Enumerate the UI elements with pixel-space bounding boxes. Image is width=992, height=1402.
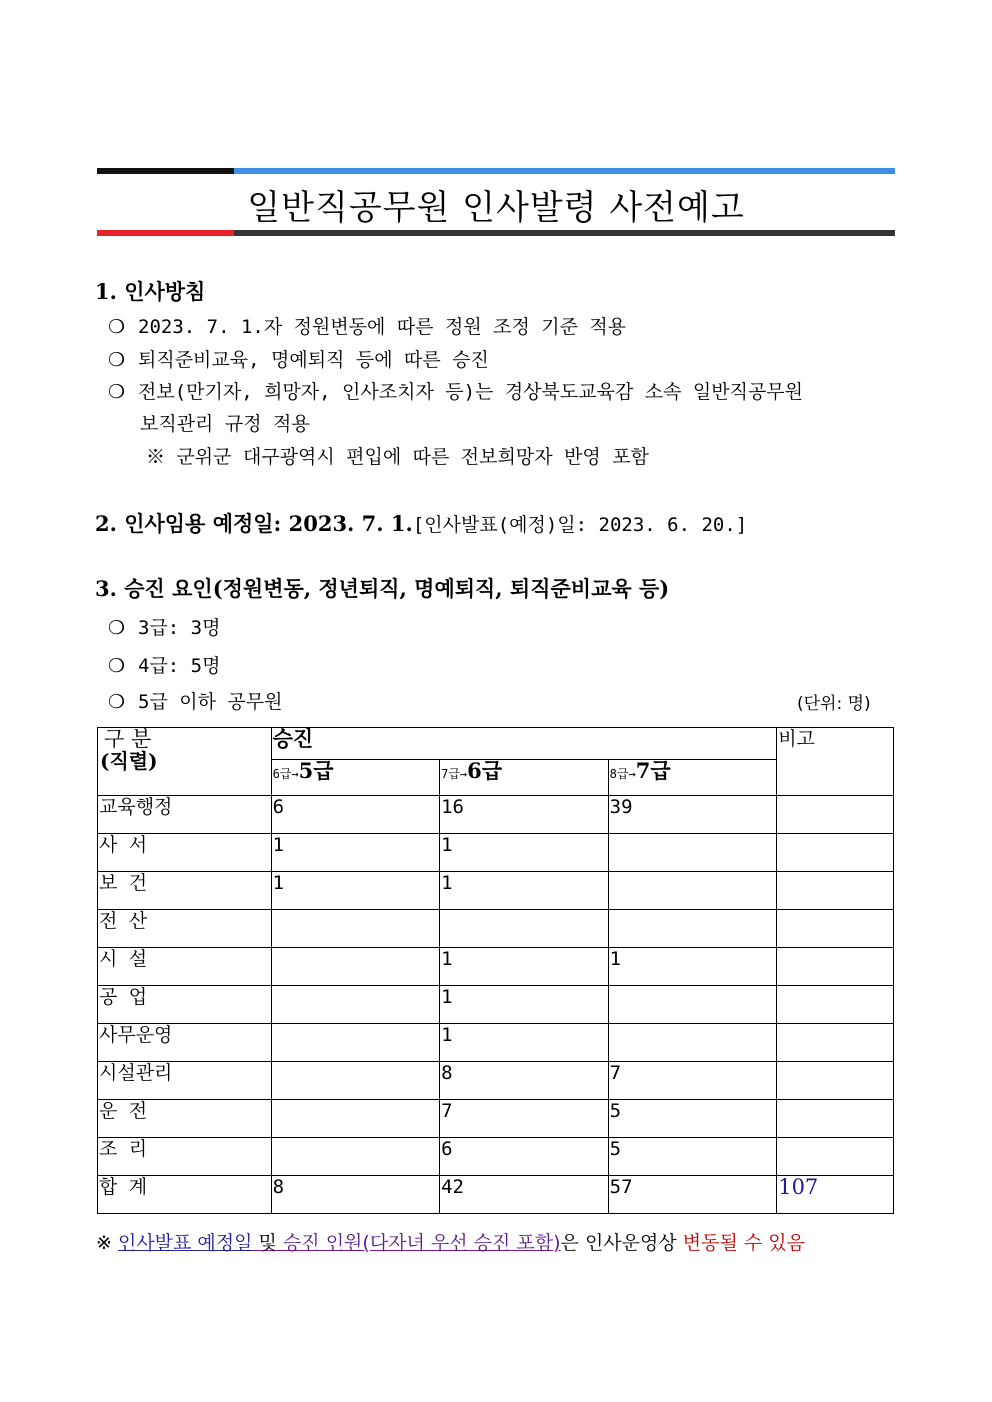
section1-bullet-3-continued: 보직관리 규정 적용 [140, 413, 310, 435]
header-col-8to7: 8급→7급 [608, 760, 777, 796]
section3-heading: 3. 승진 요인(정원변동, 정년퇴직, 명예퇴직, 퇴직준비교육 등) [95, 576, 670, 601]
title-bar-top-blue [234, 168, 895, 174]
footnote-may-change: 변동될 수 있음 [682, 1232, 805, 1254]
total-remark: 107 [777, 1176, 894, 1214]
section3-bullet-3: ❍ 5급 이하 공무원 [108, 691, 283, 713]
page-title: 일반직공무원 인사발령 사전예고 [247, 188, 745, 228]
header-col-7to6: 7급→6급 [440, 760, 609, 796]
title-bar-bottom-dark [234, 230, 895, 236]
table-total-row: 합 계 8 42 57 107 [98, 1176, 894, 1214]
table-row: 공 업 1 [98, 986, 894, 1024]
table-row: 보 건 1 1 [98, 872, 894, 910]
header-category: 구 분 (직렬) [98, 728, 272, 796]
bullet-icon: ❍ [108, 655, 126, 677]
section1-heading: 1. 인사방침 [95, 279, 206, 304]
title-bar-bottom-red [97, 230, 234, 236]
table-row: 운 전 7 5 [98, 1100, 894, 1138]
header-promotion: 승진 [271, 728, 777, 760]
bullet-icon: ❍ [108, 316, 126, 338]
section1-bullet-1: ❍ 2023. 7. 1.자 정원변동에 따른 정원 조정 기준 적용 [108, 316, 627, 338]
table-row: 교육행정 6 16 39 [98, 796, 894, 834]
footnote: ※ 인사발표 예정일 및 승진 인원(다자녀 우선 승진 포함)은 인사운영상 변동될 수 있음 [96, 1232, 805, 1254]
table-row: 조 리 6 5 [98, 1138, 894, 1176]
table-row: 사 서 1 1 [98, 834, 894, 872]
table-row: 시설관리 8 7 [98, 1062, 894, 1100]
bullet-icon: ❍ [108, 381, 126, 403]
bullet-icon: ❍ [108, 691, 126, 713]
section1-note: ※ 군위군 대구광역시 편입에 따른 전보희망자 반영 포함 [146, 446, 649, 468]
header-remarks: 비고 [777, 728, 894, 796]
footnote-announcement-date: 인사발표 예정일 [117, 1232, 253, 1254]
section3-bullet-2: ❍ 4급: 5명 [108, 655, 221, 677]
announcement-date: [인사발표(예정)일: 2023. 6. 20.] [412, 514, 748, 536]
header-col-6to5: 6급→5급 [271, 760, 440, 796]
footnote-promotion-count: 승진 인원(다자녀 우선 승진 포함) [276, 1232, 561, 1254]
bullet-icon: ❍ [108, 617, 126, 639]
table-row: 전 산 [98, 910, 894, 948]
bullet-icon: ❍ [108, 349, 126, 371]
table-header-row [98, 728, 894, 760]
section1-bullet-3: ❍ 전보(만기자, 희망자, 인사조치자 등)는 경상북도교육감 소속 일반직공무원 [108, 381, 804, 403]
section2-heading: 2. 인사임용 예정일: 2023. 7. 1.[인사발표(예정)일: 2023. 6. 20.] [95, 511, 748, 536]
section1-bullet-2: ❍ 퇴직준비교육, 명예퇴직 등에 따른 승진 [108, 349, 489, 371]
title-bar-top-black [97, 168, 234, 174]
unit-label: (단위: 명) [797, 694, 871, 714]
table-row: 사무운영 1 [98, 1024, 894, 1062]
table-row: 시 설 1 1 [98, 948, 894, 986]
promotion-table [97, 727, 894, 1214]
section3-bullet-1: ❍ 3급: 3명 [108, 617, 221, 639]
